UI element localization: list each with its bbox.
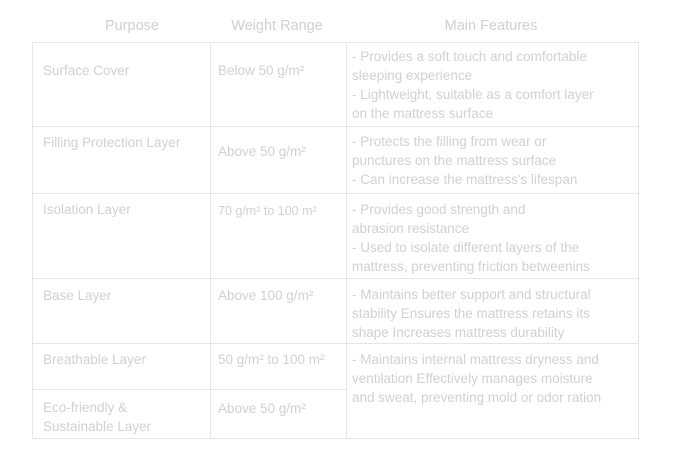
weight-eco-friendly: Above 50 g/m²: [218, 401, 306, 416]
row-divider-3: [32, 278, 639, 279]
purpose-line: Sustainable Layer: [43, 419, 152, 434]
feature-line: - Used to isolate different layers of the: [352, 240, 580, 255]
weight-breathable: 50 g/m² to 100 m²: [218, 352, 325, 367]
purpose-line: Eco-friendly &: [43, 400, 128, 415]
purpose-isolation: Isolation Layer: [43, 202, 131, 217]
feature-line: - Can increase the mattress's lifespan: [352, 172, 578, 187]
feature-line: punctures on the mattress surface: [352, 153, 557, 168]
header-weight-range: Weight Range: [231, 18, 323, 34]
weight-surface-cover: Below 50 g/m²: [218, 63, 305, 78]
features-filling-protection: [352, 132, 577, 189]
weight-filling-protection: Above 50 g/m²: [218, 144, 306, 159]
column-divider-2: [346, 42, 347, 439]
row-divider-2: [32, 193, 639, 194]
feature-line: - Maintains internal mattress dryness and: [352, 352, 599, 367]
feature-line: shape Increases mattress durability: [352, 325, 565, 340]
row-divider-4: [32, 343, 639, 344]
feature-line: - Lightweight, suitable as a comfort layer: [352, 87, 594, 102]
purpose-breathable: Breathable Layer: [43, 352, 146, 367]
feature-line: and sweat, preventing mold or odor ration: [352, 390, 602, 405]
feature-line: - Maintains better support and structural: [352, 287, 591, 302]
features-surface-cover: [352, 47, 594, 123]
header-main-features: Main Features: [444, 18, 538, 34]
feature-line: stability Ensures the mattress retains its: [352, 306, 590, 321]
purpose-eco-friendly: [43, 398, 151, 436]
features-isolation: [352, 200, 590, 276]
feature-line: sleeping experience: [352, 68, 473, 83]
feature-line: - Provides good strength and: [352, 202, 526, 217]
feature-line: - Provides a soft touch and comfortable: [352, 49, 587, 64]
feature-line: - Protects the filling from wear or: [352, 134, 547, 149]
purpose-base: Base Layer: [43, 288, 112, 303]
header-purpose: Purpose: [104, 18, 159, 34]
features-breathable: [352, 350, 601, 407]
purpose-filling-protection: Filling Protection Layer: [43, 135, 181, 150]
row-divider-5: [32, 389, 346, 390]
row-divider-1: [32, 126, 639, 127]
features-base: [352, 285, 591, 342]
feature-line: ventilation Effectively manages moisture: [352, 371, 593, 386]
weight-base: Above 100 g/m²: [218, 288, 314, 303]
purpose-surface-cover: Surface Cover: [43, 63, 130, 78]
feature-line: on the mattress surface: [352, 106, 494, 121]
feature-line: abrasion resistance: [352, 221, 470, 236]
feature-line: mattress, preventing friction betweenins: [352, 259, 590, 274]
weight-isolation: 70 g/m² to 100 m²: [218, 204, 317, 218]
column-divider-1: [210, 42, 211, 439]
